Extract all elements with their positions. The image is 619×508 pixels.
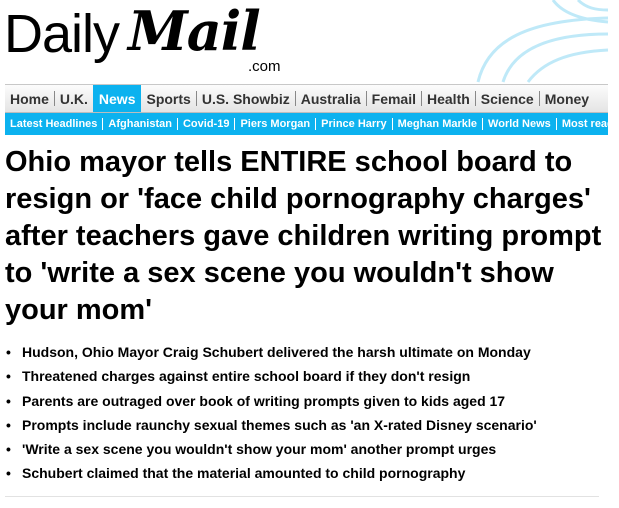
site-header: [0, 0, 608, 82]
summary-bullet: [6, 364, 606, 388]
nav-sports[interactable]: Sports: [141, 91, 196, 106]
article-headline: Ohio mayor tells ENTIRE school board to resign or 'face child pornography charges' after teachers gave children writing prompt to 'write a sex scene you wouldn't show your mom': [5, 146, 602, 326]
secondary-nav: [5, 113, 614, 135]
summary-text: Prompts include raunchy sexual themes such as 'an X-rated Disney scenario': [22, 416, 537, 433]
subnav-covid-19[interactable]: Covid-19: [178, 118, 235, 130]
summary-text: Threatened charges against entire school board if they don't resign: [22, 368, 471, 385]
nav-us-showbiz[interactable]: U.S. Showbiz: [197, 91, 296, 106]
subnav-piers-morgan[interactable]: Piers Morgan: [235, 118, 316, 130]
logo-com-text: .com: [248, 58, 281, 75]
subnav-afghanistan[interactable]: Afghanistan: [103, 118, 178, 130]
nav-money[interactable]: Money: [544, 90, 590, 107]
nav-health[interactable]: Health: [422, 91, 476, 106]
article-summary-list: [6, 340, 606, 486]
summary-text: Parents are outraged over book of writing prompts given to kids aged 17: [22, 392, 506, 409]
subnav-latest-headlines[interactable]: Latest Headlines: [5, 118, 103, 130]
subnav-meghan-markle[interactable]: Meghan Markle: [393, 118, 483, 130]
summary-bullet: [6, 461, 606, 485]
bullet-dot: •: [6, 465, 11, 482]
summary-text: Hudson, Ohio Mayor Craig Schubert delivered the harsh ultimate on Monday: [22, 344, 531, 360]
subnav-most-read[interactable]: Most read: [561, 118, 614, 130]
subnav-world-news[interactable]: World News: [483, 118, 557, 130]
nav-news[interactable]: News: [93, 85, 142, 112]
summary-text: Schubert claimed that the material amounted to child pornography: [22, 465, 466, 482]
summary-bullet: [6, 389, 606, 413]
bullet-dot: •: [6, 368, 11, 385]
bullet-dot: •: [6, 344, 11, 360]
bullet-dot: •: [6, 416, 11, 433]
bullet-dot: •: [6, 441, 11, 458]
nav-home[interactable]: Home: [5, 91, 55, 106]
logo-mail-text: Mail: [128, 0, 260, 63]
logo-daily-text: Daily: [4, 4, 120, 64]
bullet-dot: •: [6, 392, 11, 409]
divider: [5, 496, 599, 497]
subnav-prince-harry[interactable]: Prince Harry: [316, 118, 392, 130]
nav-australia[interactable]: Australia: [296, 91, 367, 106]
summary-bullet: [6, 437, 606, 461]
header-decoration-icon: [458, 0, 608, 82]
summary-bullet: [6, 340, 606, 364]
nav-uk[interactable]: U.K.: [55, 91, 94, 106]
summary-text: 'Write a sex scene you wouldn't show your mom' another prompt urges: [22, 441, 497, 458]
nav-femail[interactable]: Femail: [367, 91, 422, 106]
nav-science[interactable]: Science: [476, 91, 540, 106]
summary-bullet: [6, 413, 606, 437]
primary-nav: [5, 84, 608, 113]
